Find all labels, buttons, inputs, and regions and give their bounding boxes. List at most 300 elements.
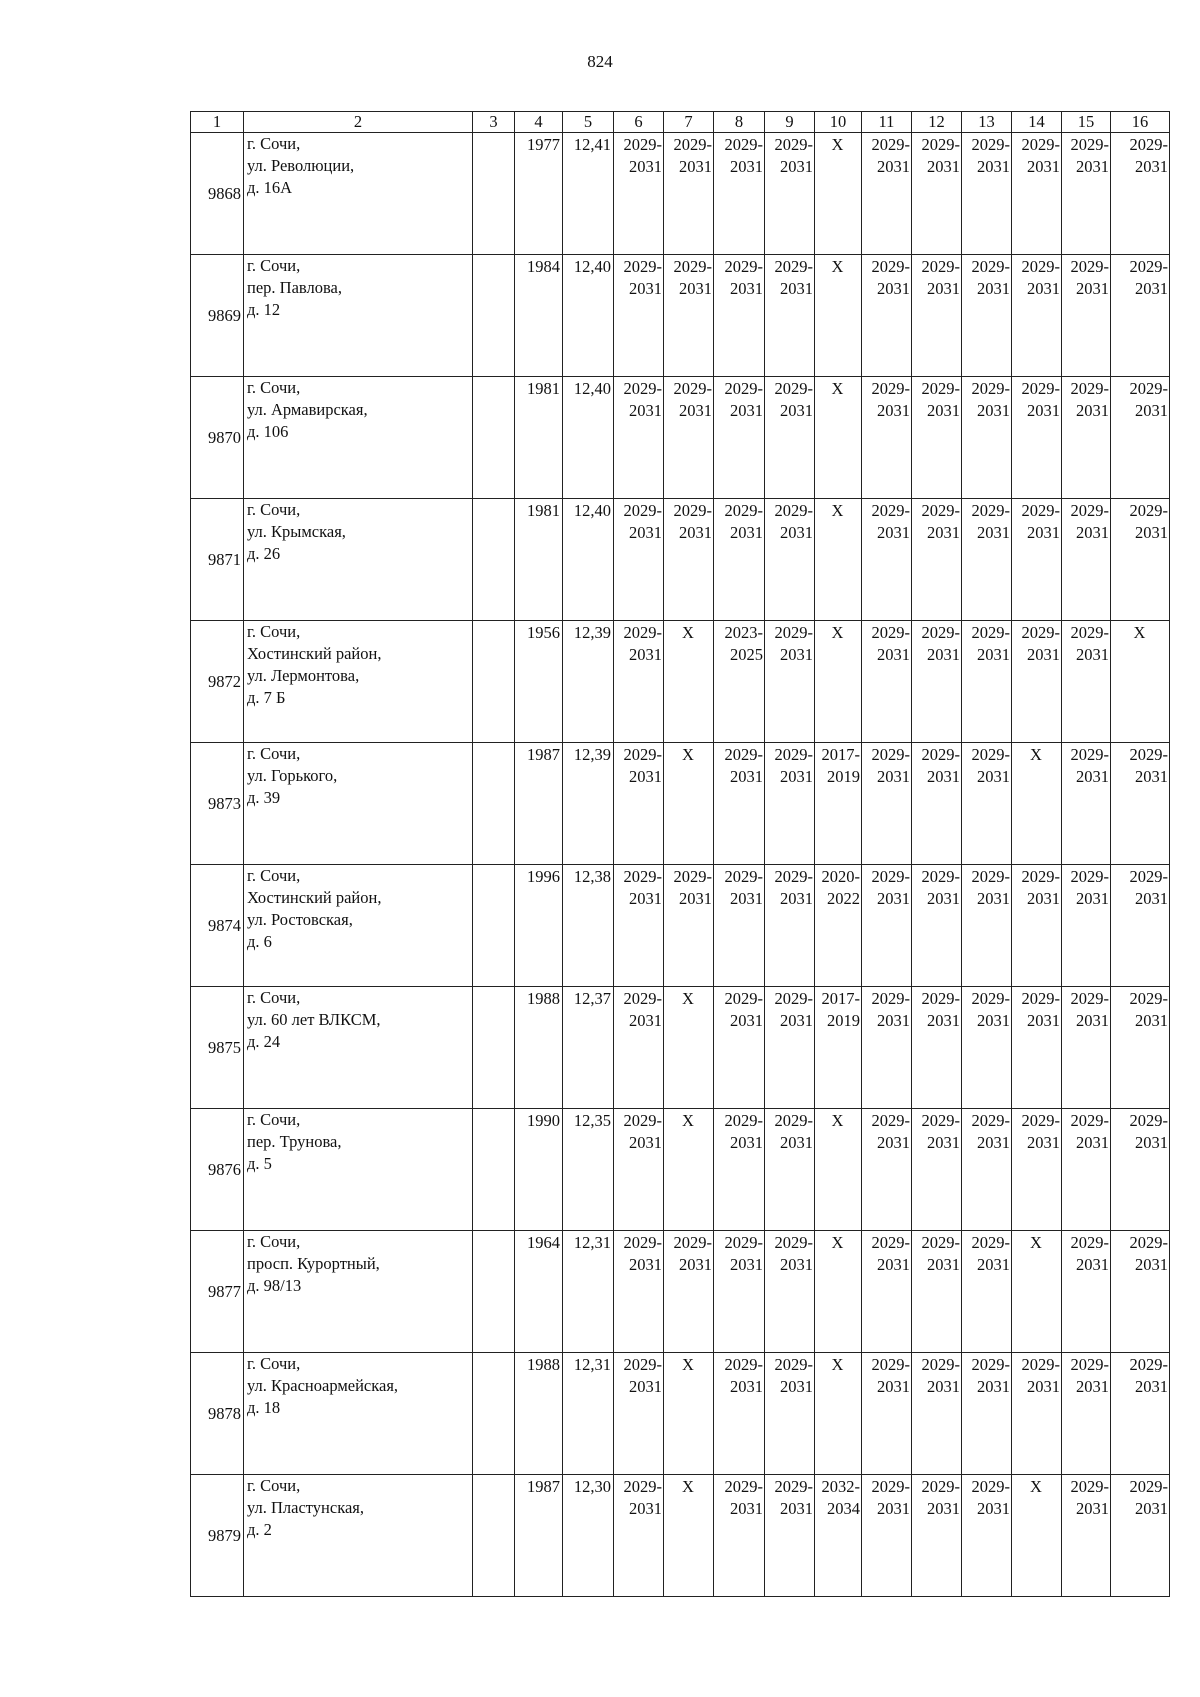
period-end: 2031	[877, 401, 910, 420]
period-end: 2031	[927, 1011, 960, 1030]
period-cell	[765, 499, 815, 621]
period-start: 2029-	[623, 1111, 662, 1130]
address-line: г. Сочи,	[247, 988, 301, 1007]
period-cell	[614, 1109, 664, 1231]
period-end: 2031	[1076, 645, 1109, 664]
period-end: 2031	[1027, 1011, 1060, 1030]
period-start: 2029-	[971, 1233, 1010, 1252]
period-start: 2029-	[1070, 379, 1109, 398]
period-cell	[1111, 987, 1170, 1109]
period-end: 2031	[629, 1377, 662, 1396]
period-start: 2029-	[1070, 745, 1109, 764]
period-end: 2031	[780, 889, 813, 908]
period-cell	[815, 987, 862, 1109]
period-start: 2029-	[971, 1111, 1010, 1130]
period-start: 2029-	[1129, 257, 1168, 276]
record-number: 9879	[191, 1475, 244, 1597]
column-3-cell	[473, 133, 515, 255]
index-cell: 12,40	[563, 499, 614, 621]
period-end: 2031	[1076, 1499, 1109, 1518]
period-cell	[862, 743, 912, 865]
period-start: 2029-	[774, 1111, 813, 1130]
period-end: 2031	[927, 157, 960, 176]
period-start: 2029-	[724, 379, 763, 398]
period-start: 2029-	[774, 1233, 813, 1252]
period-cell	[714, 1475, 765, 1597]
period-end: 2031	[629, 1255, 662, 1274]
period-end: 2031	[877, 1011, 910, 1030]
period-cell	[912, 865, 962, 987]
period-end: 2031	[730, 767, 763, 786]
period-end: 2031	[1027, 523, 1060, 542]
period-cell: X	[1111, 621, 1170, 743]
column-header: 16	[1111, 112, 1170, 133]
period-end: 2031	[780, 645, 813, 664]
period-end: 2031	[780, 401, 813, 420]
address-cell	[244, 1353, 473, 1475]
period-end: 2031	[927, 1255, 960, 1274]
table-row	[191, 255, 1170, 377]
period-cell	[765, 377, 815, 499]
period-start: 2029-	[724, 989, 763, 1008]
period-cell	[714, 133, 765, 255]
column-3-cell	[473, 255, 515, 377]
period-cell: X	[664, 987, 714, 1109]
period-end: 2031	[977, 889, 1010, 908]
address-line: ул. Армавирская,	[247, 400, 368, 419]
address-line: г. Сочи,	[247, 622, 301, 641]
period-start: 2029-	[623, 257, 662, 276]
period-cell	[1012, 377, 1062, 499]
period-end: 2031	[977, 1499, 1010, 1518]
period-start: 2020-	[821, 867, 860, 886]
period-cell	[862, 377, 912, 499]
period-cell	[862, 865, 912, 987]
period-cell	[1062, 377, 1111, 499]
address-line: д. 12	[247, 300, 281, 319]
period-cell: X	[815, 133, 862, 255]
period-start: 2029-	[673, 257, 712, 276]
period-start: 2029-	[1021, 501, 1060, 520]
period-start: 2017-	[821, 745, 860, 764]
period-end: 2031	[629, 1011, 662, 1030]
period-cell	[912, 621, 962, 743]
address-line: г. Сочи,	[247, 1354, 301, 1373]
period-end: 2031	[1076, 1255, 1109, 1274]
period-start: 2029-	[1070, 989, 1109, 1008]
period-cell: X	[1012, 743, 1062, 865]
address-line: г. Сочи,	[247, 744, 301, 763]
period-start: 2029-	[774, 379, 813, 398]
column-3-cell	[473, 865, 515, 987]
record-number: 9868	[191, 133, 244, 255]
column-header: 10	[815, 112, 862, 133]
period-start: 2029-	[921, 135, 960, 154]
column-3-cell	[473, 1475, 515, 1597]
period-cell	[765, 621, 815, 743]
table-row	[191, 743, 1170, 865]
period-end: 2031	[1027, 645, 1060, 664]
period-start: 2029-	[1129, 135, 1168, 154]
period-end: 2031	[629, 401, 662, 420]
period-end: 2031	[877, 523, 910, 542]
period-end: 2031	[877, 1255, 910, 1274]
period-end: 2031	[927, 767, 960, 786]
period-cell	[714, 743, 765, 865]
index-cell: 12,35	[563, 1109, 614, 1231]
index-cell: 12,38	[563, 865, 614, 987]
period-end: 2031	[730, 1499, 763, 1518]
period-start: 2029-	[871, 989, 910, 1008]
year-cell: 1981	[515, 499, 563, 621]
period-start: 2029-	[623, 1233, 662, 1252]
record-number: 9869	[191, 255, 244, 377]
period-end: 2031	[1135, 1499, 1168, 1518]
period-cell	[1111, 377, 1170, 499]
column-header-row	[191, 112, 1170, 133]
period-start: 2029-	[1070, 1233, 1109, 1252]
period-start: 2029-	[1070, 1355, 1109, 1374]
period-end: 2031	[977, 1011, 1010, 1030]
period-start: 2029-	[1129, 1233, 1168, 1252]
period-start: 2029-	[971, 379, 1010, 398]
period-cell	[912, 377, 962, 499]
period-cell	[1111, 255, 1170, 377]
period-start: 2029-	[1021, 135, 1060, 154]
period-cell	[714, 1109, 765, 1231]
period-start: 2029-	[623, 1477, 662, 1496]
period-cell	[614, 1353, 664, 1475]
period-start: 2029-	[623, 867, 662, 886]
address-line: ул. Пластунская,	[247, 1498, 365, 1517]
period-start: 2029-	[1070, 135, 1109, 154]
period-end: 2031	[1135, 1011, 1168, 1030]
address-line: д. 2	[247, 1520, 272, 1539]
period-cell	[815, 865, 862, 987]
period-start: 2029-	[1129, 989, 1168, 1008]
period-end: 2031	[927, 401, 960, 420]
period-cell	[1012, 987, 1062, 1109]
address-line: Хостинский район,	[247, 644, 382, 663]
period-start: 2029-	[871, 1355, 910, 1374]
column-header: 11	[862, 112, 912, 133]
period-cell	[614, 743, 664, 865]
period-end: 2031	[679, 279, 712, 298]
period-start: 2029-	[921, 1233, 960, 1252]
period-start: 2029-	[724, 1233, 763, 1252]
period-cell	[912, 1475, 962, 1597]
period-end: 2031	[730, 157, 763, 176]
period-end: 2022	[827, 889, 860, 908]
period-cell	[962, 1109, 1012, 1231]
period-start: 2029-	[921, 989, 960, 1008]
period-start: 2029-	[1129, 745, 1168, 764]
period-cell: X	[664, 1109, 714, 1231]
period-start: 2029-	[724, 745, 763, 764]
period-start: 2029-	[724, 501, 763, 520]
column-header: 13	[962, 112, 1012, 133]
period-end: 2031	[877, 1377, 910, 1396]
year-cell: 1984	[515, 255, 563, 377]
period-cell	[862, 1109, 912, 1231]
period-cell	[912, 987, 962, 1109]
period-cell	[1062, 743, 1111, 865]
period-cell	[1062, 1231, 1111, 1353]
period-end: 2031	[1135, 1255, 1168, 1274]
period-start: 2029-	[871, 1111, 910, 1130]
period-end: 2031	[1076, 157, 1109, 176]
index-cell: 12,40	[563, 377, 614, 499]
period-end: 2031	[780, 767, 813, 786]
period-cell	[1111, 865, 1170, 987]
period-start: 2029-	[971, 745, 1010, 764]
period-start: 2029-	[774, 745, 813, 764]
period-cell: X	[664, 1475, 714, 1597]
year-cell: 1977	[515, 133, 563, 255]
period-end: 2031	[1027, 889, 1060, 908]
column-header: 1	[191, 112, 244, 133]
period-cell	[664, 1231, 714, 1353]
period-end: 2031	[977, 767, 1010, 786]
period-end: 2031	[977, 1377, 1010, 1396]
period-start: 2029-	[623, 623, 662, 642]
record-number: 9872	[191, 621, 244, 743]
column-header: 6	[614, 112, 664, 133]
period-start: 2029-	[774, 257, 813, 276]
table-row	[191, 1475, 1170, 1597]
period-end: 2031	[977, 401, 1010, 420]
year-cell: 1964	[515, 1231, 563, 1353]
period-start: 2029-	[971, 623, 1010, 642]
period-end: 2031	[927, 523, 960, 542]
period-start: 2029-	[1070, 623, 1109, 642]
period-end: 2031	[927, 1133, 960, 1152]
period-cell	[862, 1353, 912, 1475]
period-cell	[1012, 255, 1062, 377]
record-number: 9873	[191, 743, 244, 865]
period-cell	[664, 865, 714, 987]
period-start: 2029-	[623, 1355, 662, 1374]
period-end: 2031	[1027, 401, 1060, 420]
column-3-cell	[473, 987, 515, 1109]
period-start: 2029-	[871, 501, 910, 520]
period-cell	[765, 865, 815, 987]
period-cell	[664, 133, 714, 255]
period-cell	[912, 1353, 962, 1475]
table-row	[191, 133, 1170, 255]
column-3-cell	[473, 1109, 515, 1231]
period-start: 2029-	[1021, 379, 1060, 398]
period-start: 2029-	[971, 135, 1010, 154]
period-start: 2029-	[1129, 379, 1168, 398]
period-end: 2031	[977, 279, 1010, 298]
period-cell	[614, 255, 664, 377]
table-row	[191, 865, 1170, 987]
address-line: д. 18	[247, 1398, 281, 1417]
address-line: д. 24	[247, 1032, 281, 1051]
column-header: 12	[912, 112, 962, 133]
record-number: 9875	[191, 987, 244, 1109]
column-3-cell	[473, 377, 515, 499]
period-end: 2031	[780, 1499, 813, 1518]
address-line: г. Сочи,	[247, 378, 301, 397]
period-cell	[765, 255, 815, 377]
period-end: 2031	[730, 279, 763, 298]
period-start: 2029-	[921, 1111, 960, 1130]
address-line: пер. Павлова,	[247, 278, 342, 297]
address-cell	[244, 377, 473, 499]
address-line: г. Сочи,	[247, 1110, 301, 1129]
column-3-cell	[473, 621, 515, 743]
period-start: 2029-	[1070, 1477, 1109, 1496]
period-cell	[1111, 1475, 1170, 1597]
period-cell	[1111, 499, 1170, 621]
period-start: 2029-	[673, 1233, 712, 1252]
period-end: 2031	[977, 523, 1010, 542]
period-cell	[962, 743, 1012, 865]
period-end: 2031	[877, 1499, 910, 1518]
period-cell	[1062, 499, 1111, 621]
period-cell: X	[1012, 1475, 1062, 1597]
period-cell	[1062, 1475, 1111, 1597]
period-end: 2031	[877, 279, 910, 298]
period-end: 2031	[780, 523, 813, 542]
period-cell	[614, 621, 664, 743]
period-cell	[765, 1475, 815, 1597]
period-start: 2029-	[774, 1355, 813, 1374]
period-start: 2029-	[673, 867, 712, 886]
period-cell	[714, 865, 765, 987]
period-cell: X	[664, 743, 714, 865]
period-end: 2031	[977, 157, 1010, 176]
period-end: 2031	[927, 889, 960, 908]
period-end: 2031	[629, 645, 662, 664]
address-line: д. 5	[247, 1154, 272, 1173]
period-start: 2029-	[871, 379, 910, 398]
column-header: 7	[664, 112, 714, 133]
period-cell	[862, 133, 912, 255]
period-cell	[862, 255, 912, 377]
period-end: 2031	[1027, 157, 1060, 176]
index-cell: 12,31	[563, 1231, 614, 1353]
period-end: 2031	[1076, 1377, 1109, 1396]
period-end: 2025	[730, 645, 763, 664]
period-cell	[614, 1475, 664, 1597]
column-header: 14	[1012, 112, 1062, 133]
period-end: 2031	[1135, 523, 1168, 542]
period-start: 2029-	[724, 135, 763, 154]
period-start: 2029-	[921, 623, 960, 642]
period-end: 2031	[927, 279, 960, 298]
period-end: 2031	[780, 279, 813, 298]
period-cell	[1062, 987, 1111, 1109]
period-start: 2029-	[724, 1477, 763, 1496]
period-end: 2031	[629, 1499, 662, 1518]
address-line: д. 6	[247, 932, 272, 951]
period-end: 2031	[679, 1255, 712, 1274]
period-start: 2029-	[871, 257, 910, 276]
period-start: 2029-	[1070, 501, 1109, 520]
address-line: г. Сочи,	[247, 134, 301, 153]
period-end: 2031	[730, 523, 763, 542]
table-row	[191, 621, 1170, 743]
period-start: 2029-	[921, 1355, 960, 1374]
address-cell	[244, 621, 473, 743]
address-line: г. Сочи,	[247, 1232, 301, 1251]
period-cell: X	[815, 1353, 862, 1475]
column-header: 8	[714, 112, 765, 133]
period-cell	[912, 1109, 962, 1231]
period-end: 2031	[1076, 1011, 1109, 1030]
table-row	[191, 377, 1170, 499]
period-cell	[1062, 1109, 1111, 1231]
column-3-cell	[473, 1353, 515, 1475]
period-end: 2031	[730, 1011, 763, 1030]
period-cell	[1111, 133, 1170, 255]
period-start: 2029-	[774, 135, 813, 154]
period-start: 2029-	[774, 867, 813, 886]
period-end: 2031	[977, 1133, 1010, 1152]
period-cell	[1111, 743, 1170, 865]
address-line: просп. Курортный,	[247, 1254, 380, 1273]
address-line: д. 98/13	[247, 1276, 302, 1295]
period-end: 2031	[1027, 279, 1060, 298]
period-cell	[614, 133, 664, 255]
period-start: 2029-	[673, 501, 712, 520]
period-cell: X	[815, 621, 862, 743]
record-number: 9877	[191, 1231, 244, 1353]
period-start: 2029-	[673, 379, 712, 398]
period-start: 2032-	[821, 1477, 860, 1496]
year-cell: 1981	[515, 377, 563, 499]
period-start: 2029-	[921, 1477, 960, 1496]
period-start: 2029-	[921, 379, 960, 398]
period-cell	[962, 621, 1012, 743]
period-cell	[815, 743, 862, 865]
address-cell	[244, 1475, 473, 1597]
period-cell	[614, 499, 664, 621]
period-cell	[1062, 255, 1111, 377]
period-cell	[962, 1353, 1012, 1475]
period-cell: X	[815, 1231, 862, 1353]
period-start: 2029-	[971, 257, 1010, 276]
record-number: 9878	[191, 1353, 244, 1475]
period-start: 2029-	[1129, 867, 1168, 886]
period-end: 2031	[629, 279, 662, 298]
period-end: 2031	[877, 1133, 910, 1152]
address-cell	[244, 133, 473, 255]
address-line: д. 26	[247, 544, 281, 563]
period-end: 2031	[877, 767, 910, 786]
period-end: 2031	[1076, 767, 1109, 786]
period-start: 2029-	[971, 1477, 1010, 1496]
index-cell: 12,31	[563, 1353, 614, 1475]
period-end: 2031	[1027, 1377, 1060, 1396]
period-end: 2031	[679, 401, 712, 420]
period-end: 2031	[927, 645, 960, 664]
period-start: 2029-	[774, 501, 813, 520]
period-cell	[664, 377, 714, 499]
period-cell	[962, 1231, 1012, 1353]
address-line: ул. Ростовская,	[247, 910, 353, 929]
period-start: 2029-	[921, 867, 960, 886]
period-end: 2031	[629, 1133, 662, 1152]
period-end: 2031	[1135, 401, 1168, 420]
period-cell	[614, 377, 664, 499]
period-end: 2031	[730, 889, 763, 908]
address-line: ул. Горького,	[247, 766, 338, 785]
period-cell	[1062, 865, 1111, 987]
